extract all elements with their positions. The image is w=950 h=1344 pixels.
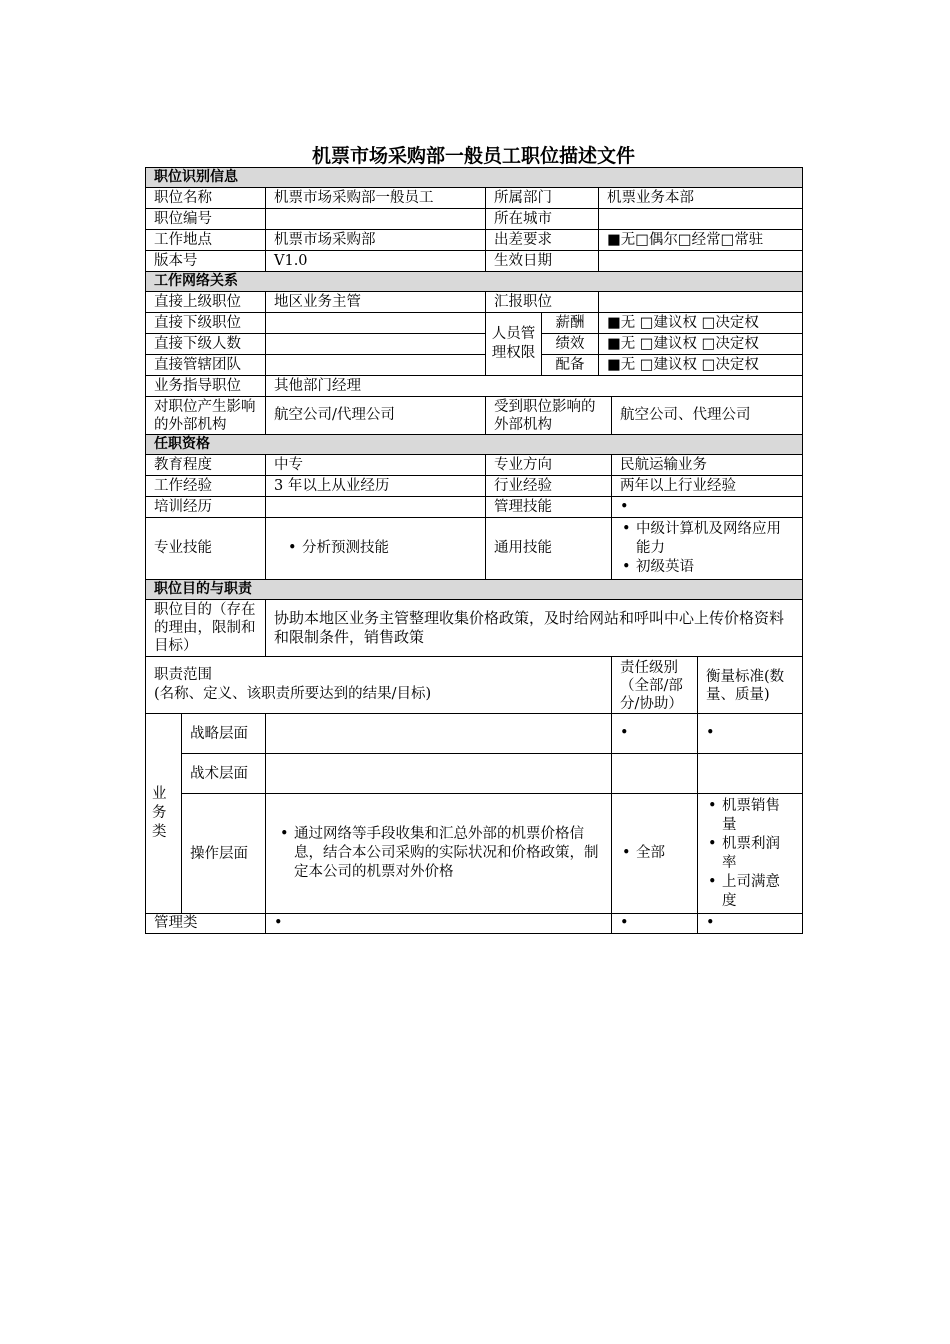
mgmt-skill-label: 管理技能 — [486, 497, 612, 518]
city-value — [599, 209, 803, 230]
team-value — [266, 355, 486, 376]
travel-label: 出差要求 — [486, 230, 599, 251]
performance-authority-checkboxes: ■无 □建议权 □决定权 — [599, 334, 803, 355]
management-level: • — [612, 914, 698, 934]
scope-header — [146, 657, 612, 714]
major-label: 专业方向 — [486, 455, 612, 476]
scope-label: 职责范围 — [154, 667, 212, 683]
document-title: 机票市场采购部一般员工职位描述文件 — [311, 145, 635, 167]
external-affect-value: 航空公司/代理公司 — [266, 397, 486, 435]
department-value: 机票业务本部 — [599, 188, 803, 209]
report-label: 汇报职位 — [486, 292, 599, 313]
tactical-measure — [698, 754, 803, 794]
tactical-duty — [266, 754, 612, 794]
external-affect-label: 对职位产生影响的外部机构 — [146, 397, 266, 435]
list-item: • 机票利润率 — [722, 835, 794, 873]
business-label: 业务类 — [146, 714, 182, 914]
operational-duty — [266, 794, 612, 914]
list-item: • 分析预测技能 — [302, 539, 477, 558]
salary-authority-checkboxes: ■无 □建议权 □决定权 — [599, 313, 803, 334]
superior-label: 直接上级职位 — [146, 292, 266, 313]
performance-label: 绩效 — [542, 334, 599, 355]
operational-measures — [698, 794, 803, 914]
position-name-label: 职位名称 — [146, 188, 266, 209]
guidance-label: 业务指导职位 — [146, 376, 266, 397]
training-value — [266, 497, 486, 518]
version-value: V1.0 — [266, 251, 486, 272]
purpose-label: 职位目的（存在的理由，限制和目标） — [146, 600, 266, 657]
location-value: 机票市场采购部 — [266, 230, 486, 251]
team-label: 直接管辖团队 — [146, 355, 266, 376]
superior-value: 地区业务主管 — [266, 292, 486, 313]
scope-description: (名称、定义、该职责所要达到的结果/目标) — [154, 686, 432, 702]
pro-skill-label: 专业技能 — [146, 518, 266, 580]
job-description-table — [145, 167, 803, 934]
training-label: 培训经历 — [146, 497, 266, 518]
strategic-measure: • — [698, 714, 803, 754]
staffing-label: 配备 — [542, 355, 599, 376]
effective-date-value — [599, 251, 803, 272]
strategic-label: 战略层面 — [182, 714, 266, 754]
experience-label: 工作经验 — [146, 476, 266, 497]
version-label: 版本号 — [146, 251, 266, 272]
management-label: 管理类 — [146, 914, 266, 934]
list-item: • 中级计算机及网络应用能力 — [636, 520, 794, 558]
management-measure: • — [698, 914, 803, 934]
external-affected-value: 航空公司、代理公司 — [612, 397, 803, 435]
general-skill-value — [612, 518, 803, 580]
list-item: • 初级英语 — [636, 558, 794, 577]
guidance-value: 其他部门经理 — [266, 376, 803, 397]
operational-label: 操作层面 — [182, 794, 266, 914]
purpose-text: 协助本地区业务主管整理收集价格政策，及时给网站和呼叫中心上传价格资料和限制条件，销售政策 — [266, 600, 803, 657]
section-header-identity: 职位识别信息 — [146, 168, 803, 188]
section-header-network: 工作网络关系 — [146, 272, 803, 292]
position-no-value — [266, 209, 486, 230]
mgmt-skill-value: • — [612, 497, 803, 518]
city-label: 所在城市 — [486, 209, 599, 230]
strategic-duty — [266, 714, 612, 754]
operational-level — [612, 794, 698, 914]
major-value: 民航运输业务 — [612, 455, 803, 476]
staffing-authority-checkboxes: ■无 □建议权 □决定权 — [599, 355, 803, 376]
tactical-label: 战术层面 — [182, 754, 266, 794]
subordinate-value — [266, 313, 486, 334]
industry-label: 行业经验 — [486, 476, 612, 497]
section-header-qualification: 任职资格 — [146, 435, 803, 455]
experience-value: 3 年以上从业经历 — [266, 476, 486, 497]
general-skill-label: 通用技能 — [486, 518, 612, 580]
industry-value: 两年以上行业经验 — [612, 476, 803, 497]
subordinate-count-label: 直接下级人数 — [146, 334, 266, 355]
management-duty: • — [266, 914, 612, 934]
measure-header: 衡量标准(数量、质量) — [698, 657, 803, 714]
education-label: 教育程度 — [146, 455, 266, 476]
salary-label: 薪酬 — [542, 313, 599, 334]
department-label: 所属部门 — [486, 188, 599, 209]
location-label: 工作地点 — [146, 230, 266, 251]
education-value: 中专 — [266, 455, 486, 476]
authority-label: 人员管理权限 — [486, 313, 542, 376]
subordinate-count-value — [266, 334, 486, 355]
list-item: • 机票销售量 — [722, 797, 794, 835]
position-name-value: 机票市场采购部一般员工 — [266, 188, 486, 209]
list-item: • 全部 — [636, 844, 689, 863]
list-item: • 通过网络等手段收集和汇总外部的机票价格信息，结合本公司采购的实际状况和价格政策，制定本公司的机票对外价格 — [294, 825, 603, 882]
strategic-level: • — [612, 714, 698, 754]
subordinate-label: 直接下级职位 — [146, 313, 266, 334]
report-value — [599, 292, 803, 313]
effective-date-label: 生效日期 — [486, 251, 599, 272]
responsibility-level-header: 责任级别（全部/部分/协助） — [612, 657, 698, 714]
tactical-level — [612, 754, 698, 794]
position-no-label: 职位编号 — [146, 209, 266, 230]
travel-checkboxes: ■无□偶尔□经常□常驻 — [599, 230, 803, 251]
list-item: • 上司满意度 — [722, 873, 794, 911]
external-affected-label: 受到职位影响的外部机构 — [486, 397, 612, 435]
section-header-purpose: 职位目的与职责 — [146, 580, 803, 600]
pro-skill-value — [266, 518, 486, 580]
